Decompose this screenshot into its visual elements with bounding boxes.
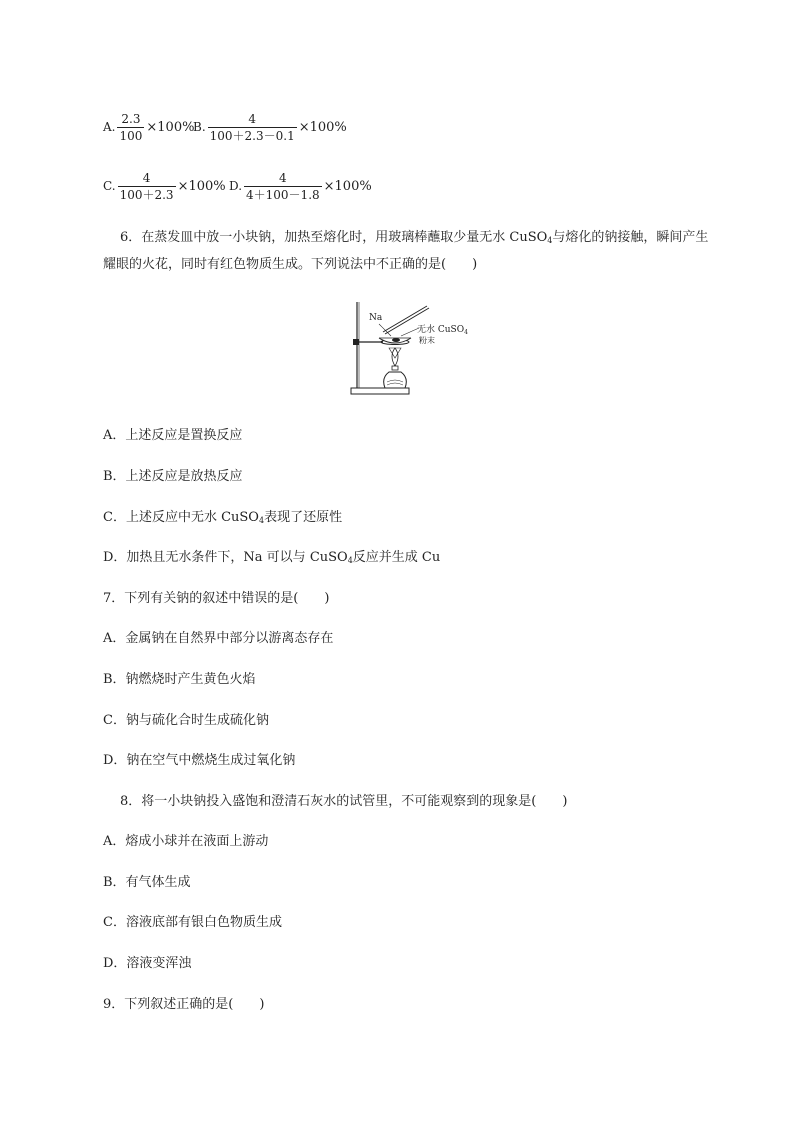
q6-option-b: B．上述反应是放热反应 — [103, 469, 243, 484]
label-na: Na — [369, 313, 383, 323]
fraction — [208, 112, 297, 143]
option-text: 表现了还原性 — [264, 510, 343, 525]
denominator: 100＋2.3－0.1 — [209, 129, 295, 143]
q6-stem-line1 — [120, 229, 708, 250]
option-letter: B. — [193, 120, 206, 134]
option-letter: C. — [103, 179, 116, 193]
denominator: 100 — [119, 129, 143, 143]
option-text: C．上述反应中无水 CuSO — [103, 510, 259, 525]
q7-option-d: D．钠在空气中燃烧生成过氧化钠 — [103, 753, 296, 768]
numerator: 4 — [248, 112, 256, 126]
q5-option-d — [229, 171, 372, 202]
flame — [392, 348, 398, 366]
fraction — [244, 171, 322, 202]
q7-option-c: C．钠与硫化合时生成硫化钠 — [103, 713, 269, 728]
lamp-wick-holder — [392, 366, 398, 370]
option-letter: D. — [229, 179, 243, 193]
q7-stem: 7．下列有关钠的叙述中错误的是( ) — [103, 591, 330, 606]
q7-option-b: B．钠燃烧时产生黄色火焰 — [103, 672, 256, 687]
apparatus-figure — [345, 298, 468, 400]
q6-stem-line2: 耀眼的火花，同时有红色物质生成。下列说法中不正确的是( ) — [103, 257, 478, 272]
q8-option-b: B．有气体生成 — [103, 875, 191, 890]
label-powder: 粉末 — [419, 336, 435, 345]
percent-suffix: ×100% — [298, 120, 347, 135]
q5-option-a — [103, 112, 194, 143]
denominator: 4＋100－1.8 — [246, 188, 320, 202]
percent-suffix: ×100% — [146, 120, 195, 135]
q5-option-b — [193, 112, 347, 143]
numerator: 2.3 — [121, 112, 141, 126]
q6-stem-text: 6．在蒸发皿中放一小块钠，加热至熔化时，用玻璃棒蘸取少量无水 CuSO — [120, 230, 548, 245]
percent-suffix: ×100% — [177, 179, 226, 194]
q6-option-c — [103, 509, 342, 530]
denominator: 100＋2.3 — [119, 188, 174, 202]
q5-option-c — [103, 171, 226, 202]
option-letter: A. — [103, 120, 116, 134]
q8-stem: 8．将一小块钠投入盛饱和澄清石灰水的试管里，不可能观察到的现象是( ) — [120, 794, 568, 809]
numerator: 4 — [279, 171, 287, 185]
q8-option-c: C．溶液底部有银白色物质生成 — [103, 915, 282, 930]
q8-option-a: A．熔成小球并在液面上游动 — [103, 834, 269, 849]
subscript: 4 — [258, 516, 265, 525]
sodium-piece — [392, 338, 400, 342]
fraction — [117, 112, 144, 143]
option-text: D．加热且无水条件下，Na 可以与 CuSO — [103, 550, 348, 565]
q6-option-a: A．上述反应是置换反应 — [103, 428, 243, 443]
stand-base — [351, 388, 409, 394]
q6-option-d — [103, 549, 440, 570]
fraction — [118, 171, 176, 202]
q9-stem: 9．下列叙述正确的是( ) — [103, 997, 265, 1012]
numerator: 4 — [142, 171, 151, 185]
q7-option-a: A．金属钠在自然界中部分以游离态存在 — [103, 631, 334, 646]
subscript: 4 — [547, 236, 553, 245]
percent-suffix: ×100% — [323, 179, 372, 194]
option-text: 反应并生成 Cu — [352, 550, 441, 565]
label-cuso4: 无水 CuSO$_4$ — [417, 325, 468, 336]
q8-option-d: D．溶液变浑浊 — [103, 956, 192, 971]
q6-stem-text: 与熔化的钠接触，瞬间产生 — [552, 230, 709, 245]
subscript: 4 — [347, 556, 353, 565]
